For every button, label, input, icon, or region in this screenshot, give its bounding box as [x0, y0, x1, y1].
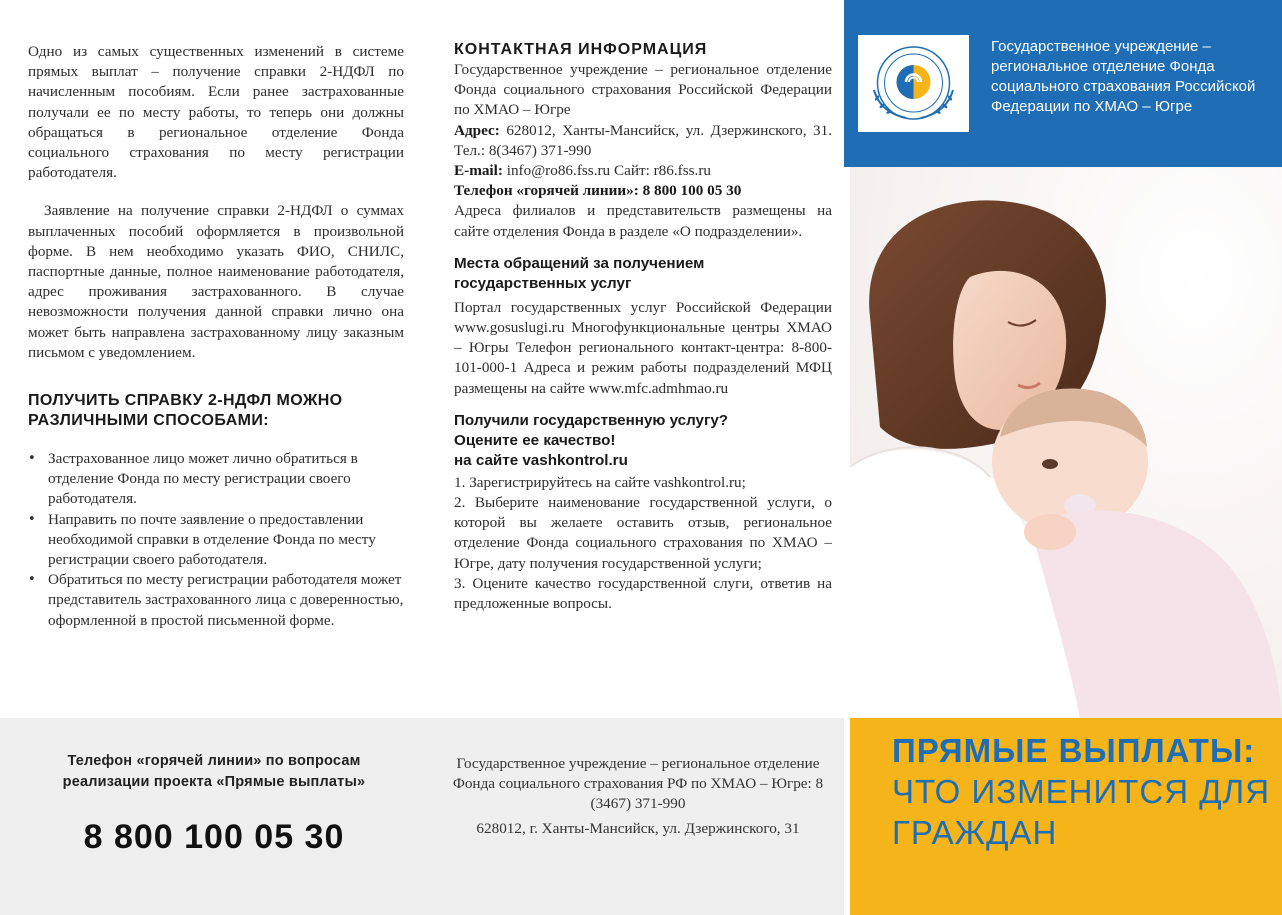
org-description: Государственное учреждение – региональное отделение Фонда социального страхования Российской Федерации по ХМАО – Югре — [454, 61, 832, 119]
address-line: Адрес: 628012, Ханты-Мансийск, ул. Дзержинского, 31. Тел.: 8(3467) 371-990 — [454, 121, 832, 159]
ways-heading: ПОЛУЧИТЬ СПРАВКУ 2-НДФЛ МОЖНО РАЗЛИЧНЫМИ СПОСОБАМИ: — [28, 392, 343, 430]
quality-heading: Получили государственную услугу? Оцените ее качество! на сайте vashkontrol.ru — [454, 411, 729, 469]
title-rest: ЧТО ИЗМЕНИТСЯ ДЛЯ ГРАЖДАН — [892, 773, 1271, 851]
hotline-line: Телефон «горячей линии»: 8 800 100 05 30 — [454, 182, 742, 200]
application-paragraph: Заявление на получение справки 2-НДФЛ о суммах выплаченных пособий оформляется в произвольной форме. В нем необходимо указать ФИО, СНИЛС, паспортные данные, полное наименование работодателя, адрес проживания застрахованного. В случае невозможности получения данной справки лично она может быть направлена застрахованному лицу заказным письмом с уведомлением. — [28, 202, 404, 361]
email-line: E-mail: info@ro86.fss.ru Сайт: r86.fss.ru — [454, 162, 711, 180]
places-text: Портал государственных услуг Российской Федерации www.gosuslugi.ru Многофункциональные центры ХМАО – Югры Телефон регионального контакт-центра: 8-800-101-000-1 Адреса и режим работы подразделений МФЦ размещены на сайте www.mfc.admhmao.ru — [454, 298, 832, 397]
step-2: 2. Выберите наименование государственной услуги, о которой вы желаете оставить отзыв, региональное отделение Фонда социального страхования по ХМАО – Югре, дату получения государственной услуги; — [454, 494, 832, 572]
contact-heading: КОНТАКТНАЯ ИНФОРМАЦИЯ — [454, 41, 708, 58]
branches-text: Адреса филиалов и представительств размещены на сайте отделения Фонда в разделе «О подразделении». — [454, 202, 832, 240]
middle-column — [454, 40, 832, 614]
fss-emblem-icon — [858, 35, 969, 132]
mother-baby-photo — [850, 167, 1282, 718]
list-item: • Застрахованное лицо может лично обратиться в отделение Фонда по месту регистрации своего работодателя. — [28, 450, 358, 508]
address-block — [438, 754, 838, 839]
bullet-icon: • — [28, 511, 36, 527]
title-panel — [850, 718, 1282, 915]
list-item: • Направить по почте заявление о предоставлении необходимой справки в отделение Фонда по месту регистрации своего работодателя. — [28, 510, 376, 569]
step-3: 3. Оцените качество государственной слуги, ответив на предложенные вопросы. — [454, 574, 832, 613]
places-heading: Места обращений за получением государственных услуг — [454, 254, 705, 292]
step-1: 1. Зарегистрируйтесь на сайте vashkontrol.ru; — [454, 473, 746, 491]
brochure-title — [892, 730, 1272, 853]
org-name: Государственное учреждение – региональное отделение Фонда социального страхования Российской Федерации по ХМАО – Югре — [991, 38, 1256, 115]
ways-list — [28, 449, 404, 631]
title-bold: ПРЯМЫЕ ВЫПЛАТЫ: — [892, 732, 1256, 769]
list-item: • Обратиться по месту регистрации работодателя может представитель застрахованного лица с доверенностью, оформленной в простой письменной форме. — [28, 571, 404, 629]
hotline-number: 8 800 100 05 30 — [83, 818, 345, 856]
org-contact-line: Государственное учреждение – региональное отделение Фонда социального страхования РФ по ХМАО – Югре: 8 (3467) 371-990 — [452, 755, 824, 813]
postal-address: 628012, г. Ханты-Мансийск, ул. Дзержинского, 31 — [476, 819, 800, 837]
hotline-panel — [0, 718, 428, 915]
hotline-caption: Телефон «горячей линии» по вопросам реализации проекта «Прямые выплаты» — [62, 753, 366, 790]
bullet-icon: • — [28, 572, 36, 588]
org-header — [844, 0, 1282, 167]
intro-paragraph: Одно из самых существенных изменений в системе прямых выплат – получение справки 2-НДФЛ по начисленным пособиям. Если ранее застрахованные получали ее по месту работы, то теперь они должны обращаться в региональное отделение Фонда социального страхования по месту регистрации работодателя. — [28, 43, 404, 182]
left-column — [28, 42, 404, 631]
address-panel — [428, 718, 850, 915]
bullet-icon: • — [28, 451, 36, 467]
